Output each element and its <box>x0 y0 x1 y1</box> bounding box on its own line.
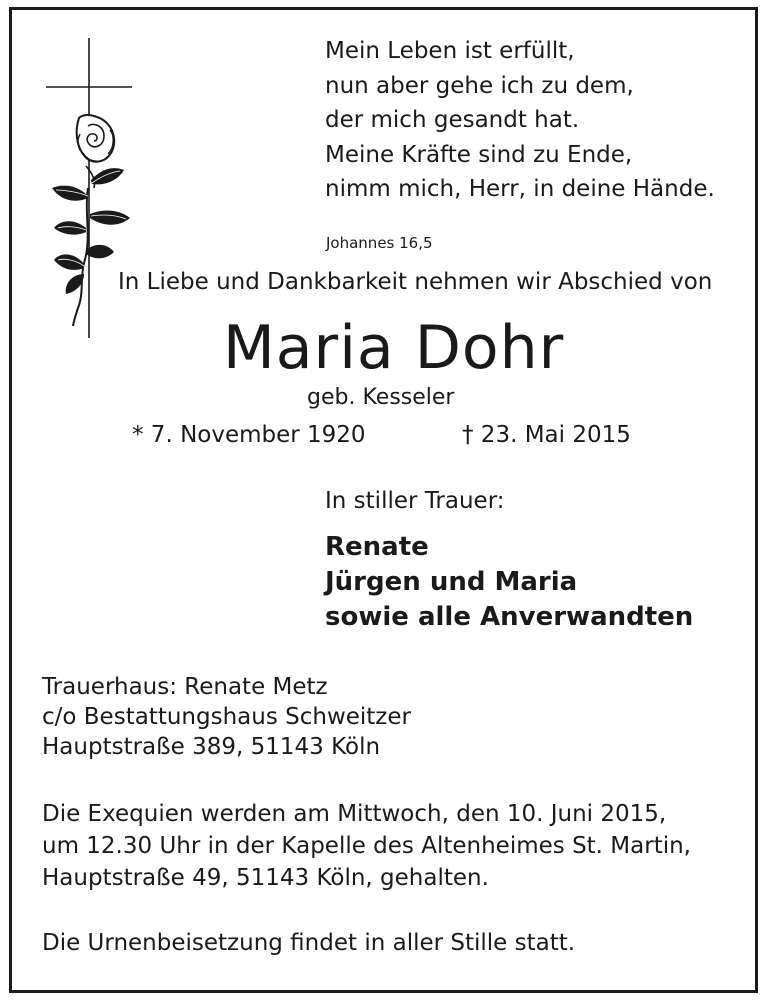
address-line: Trauerhaus: Renate Metz <box>42 674 328 700</box>
service-line: Hauptstraße 49, 51143 Köln, gehalten. <box>42 865 489 891</box>
farewell-intro: In Liebe und Dankbarkeit nehmen wir Abschied von <box>118 269 713 295</box>
verse-line: der mich gesandt hat. <box>325 107 580 133</box>
maiden-name: geb. Kesseler <box>307 385 455 410</box>
birth-date: * 7. November 1920 <box>132 422 366 448</box>
mourners-list <box>325 530 693 635</box>
address-line: Hauptstraße 389, 51143 Köln <box>42 734 381 760</box>
urn-burial-note: Die Urnenbeisetzung findet in aller Stille statt. <box>42 930 576 956</box>
service-line: um 12.30 Uhr in der Kapelle des Altenheimes St. Martin, <box>42 833 691 859</box>
verse-line: nimm mich, Herr, in deine Hände. <box>325 176 715 202</box>
mourner-name: Jürgen und Maria <box>325 567 578 597</box>
service-details <box>42 798 691 894</box>
mourners-intro: In stiller Trauer: <box>325 488 505 514</box>
mourner-name: sowie alle Anverwandten <box>325 602 694 632</box>
mourning-house-address <box>42 672 411 762</box>
deceased-name: Maria Dohr <box>223 313 565 383</box>
address-line: c/o Bestattungshaus Schweitzer <box>42 704 411 730</box>
verse-line: nun aber gehe ich zu dem, <box>325 72 634 99</box>
verse-line: Mein Leben ist erfüllt, <box>325 38 575 64</box>
death-date: † 23. Mai 2015 <box>462 422 631 448</box>
verse-line: Meine Kräfte sind zu Ende, <box>325 141 633 168</box>
obituary-notice <box>9 7 758 993</box>
service-line: Die Exequien werden am Mittwoch, den 10. Juni 2015, <box>42 801 667 827</box>
bible-verse <box>325 34 715 207</box>
mourner-name: Renate <box>325 532 429 562</box>
verse-reference: Johannes 16,5 <box>326 234 433 252</box>
